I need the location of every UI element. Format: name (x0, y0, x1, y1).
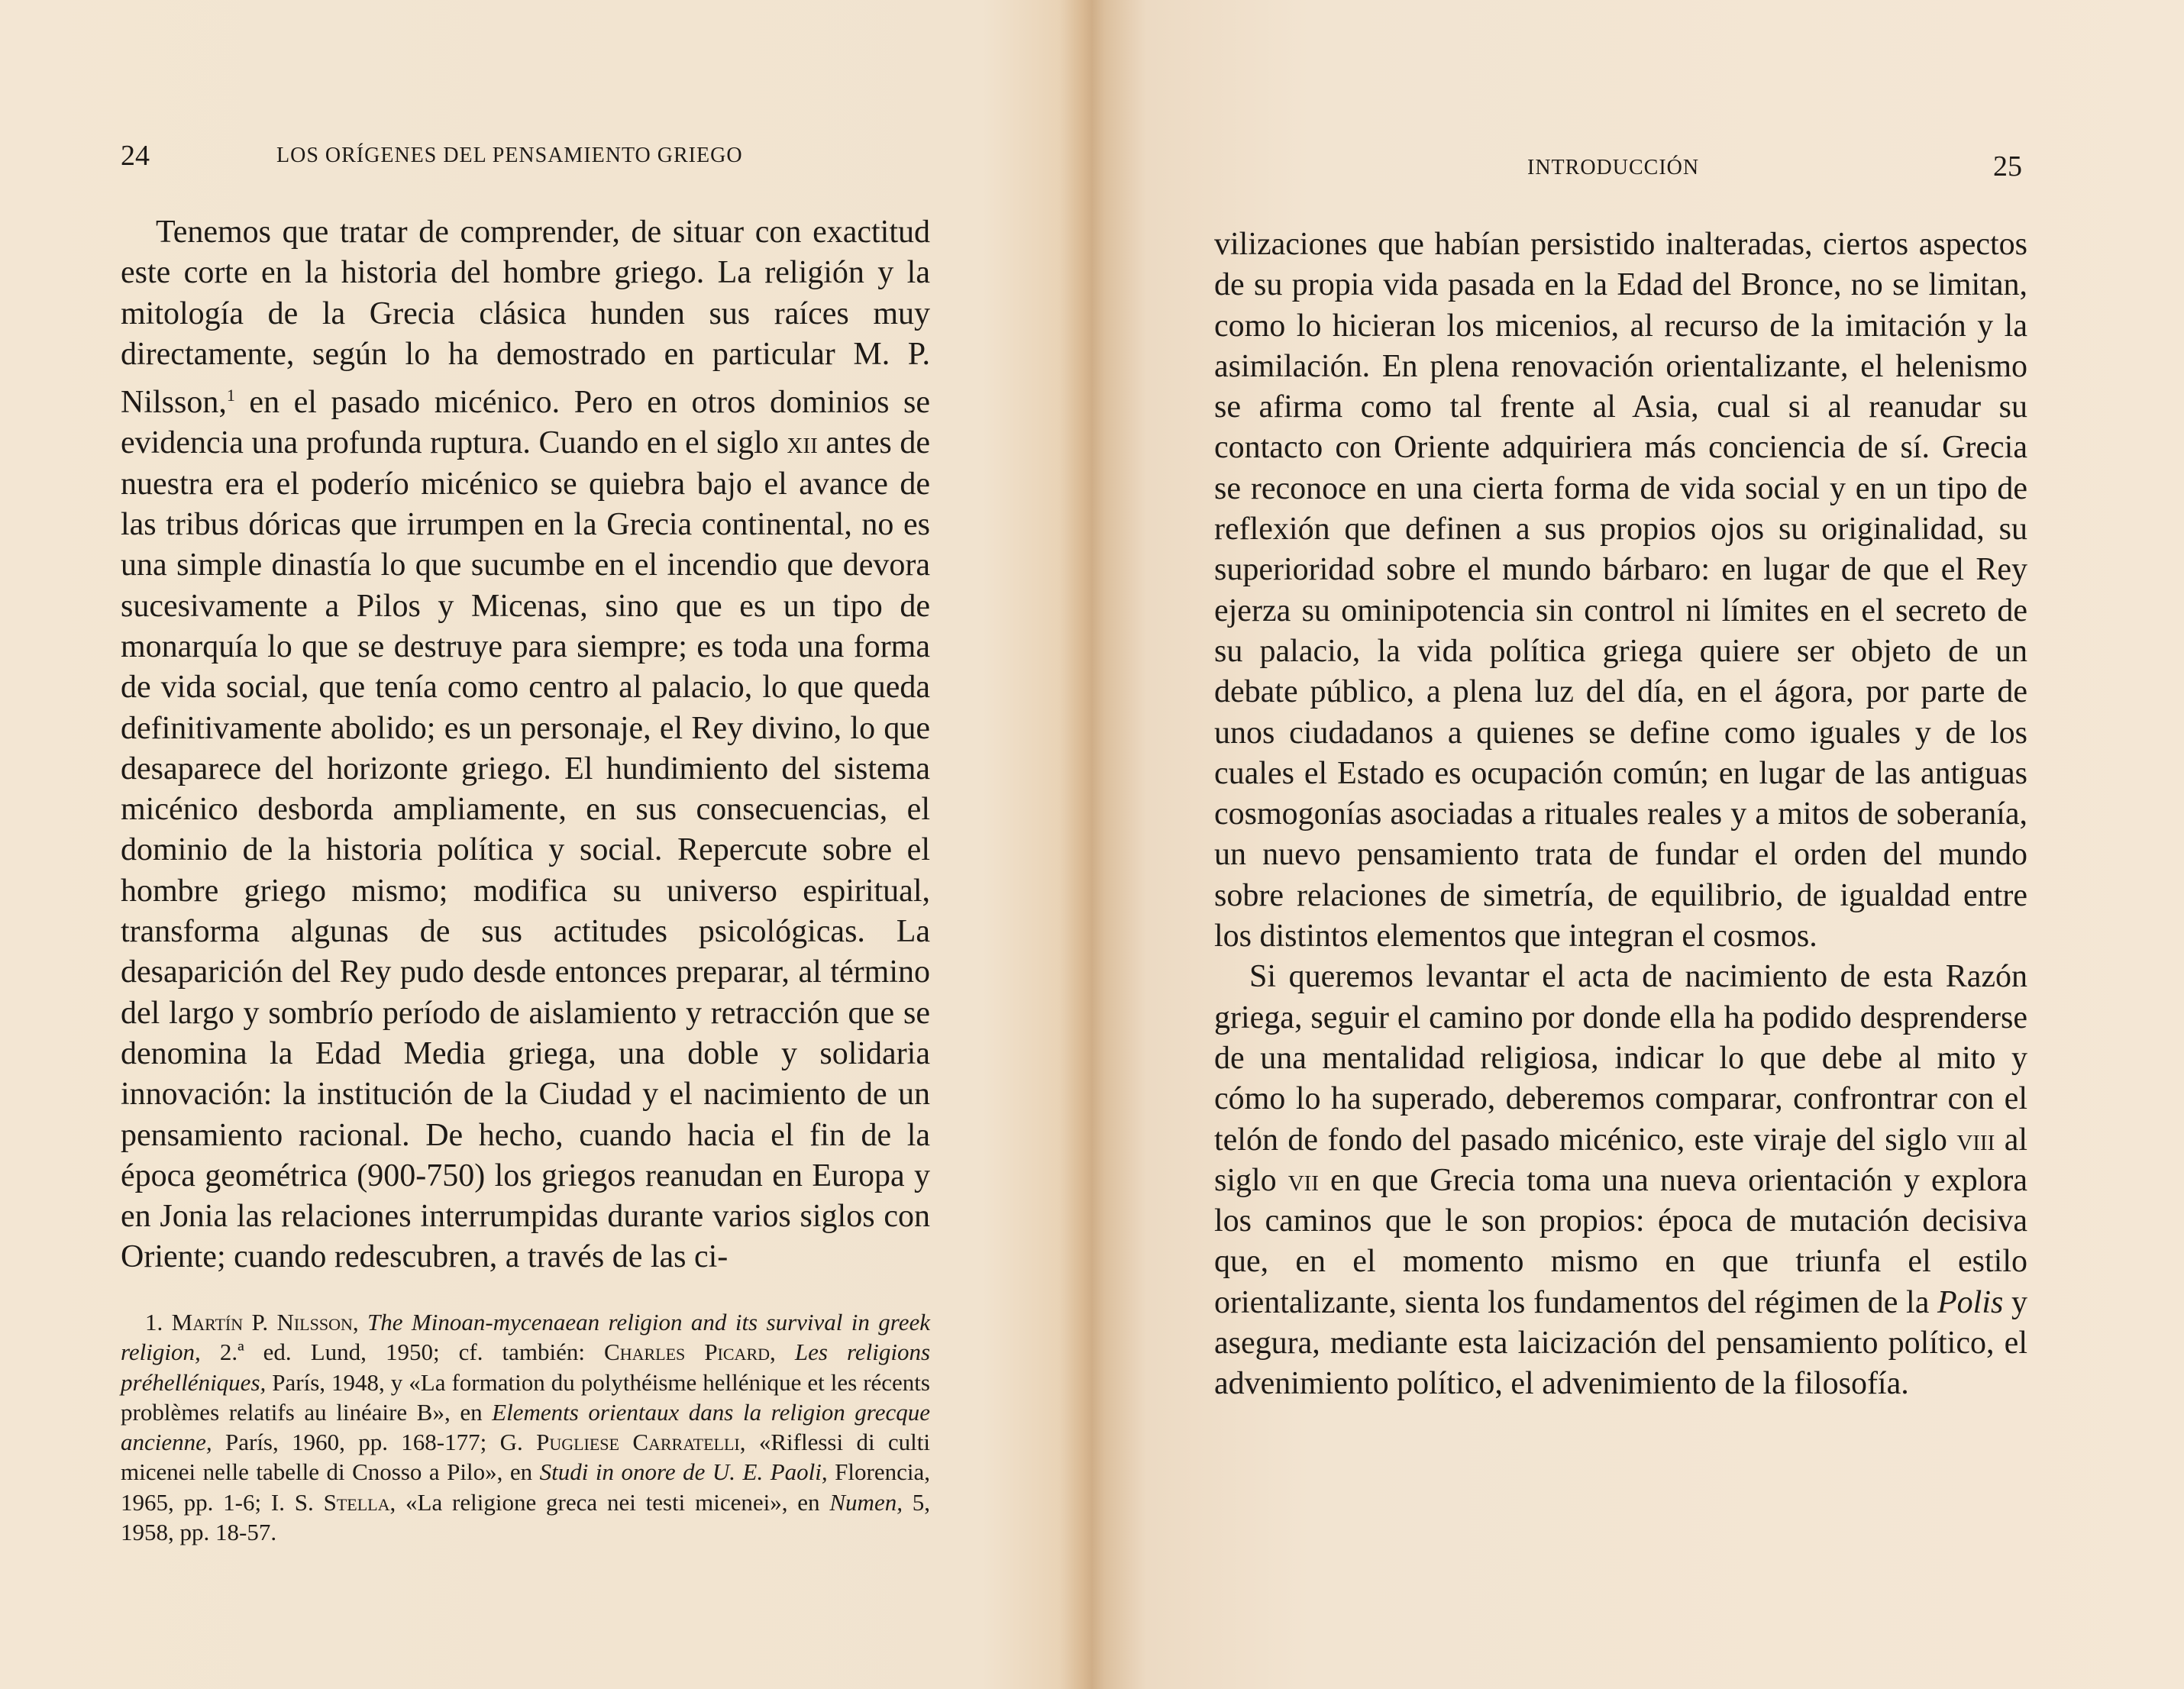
roman-numeral: viii (1956, 1122, 1995, 1158)
left-page (0, 0, 1084, 1689)
running-head: INTRODUCCIÓN (1527, 156, 1700, 179)
italic-term: Polis (1937, 1284, 2004, 1320)
body-text (121, 212, 930, 1278)
page-number: 25 (1993, 150, 2022, 182)
roman-numeral: xii (787, 425, 818, 461)
paragraph: vilizaciones que habían persistido inalteradas, ciertos aspectos de su propia vida pasada en la Edad del Bronce, no se limitan, como lo hicieran los micenios, al recurso de la imitación y la asimilación. En plena renovación orientalizante, el helenismo se afirma como tal frente al Asia, cual si al reanudar su contacto con Oriente adquiriera más conciencia de sí. Grecia se reconoce en una cierta forma de vida social y en un tipo de reflexión que definen a sus propios ojos su originalidad, su superioridad sobre el mundo bárbaro: en lugar de que el Rey ejerza su ominipotencia sin control ni límites en el secreto de su palacio, la vida política griega quiere ser objeto de un debate público, a plena luz del día, en el ágora, por parte de unos ciudadanos a quienes se define como iguales y de los cuales el Estado es ocupación común; en lugar de las antiguas cosmogonías asociadas a rituales reales y a mitos de soberanía, un nuevo pensamiento trata de fundar el orden del mundo sobre relaciones de simetría, de equilibrio, de igualdad entre los distintos elementos que integran el cosmos. (1214, 227, 2027, 954)
right-page (1100, 0, 2184, 1689)
footnote-entry: 1. Martín P. Nilsson, The Minoan-mycenaean religion and its survival in greek religion, 2.ª ed. Lund, 1950; cf. también: Charles Picard, Les religions préhelléniques, París, 1948, y «La formation du polythéisme hellénique et les récents problèmes relatifs au linéaire B», en Elements orientaux dans la religion grecque ancienne, París, 1960, pp. 168-177; G. Pugliese Carratelli, «Riflessi di culti micenei nelle tabelle di Cnosso a Pilo», en Studi in onore de U. E. Paoli, Florencia, 1965, pp. 1-6; I. S. Stella, «La religione greca nei testi micenei», en Numen, 5, 1958, pp. 18-57. (121, 1309, 931, 1546)
footnote-marker: 1 (226, 386, 235, 405)
body-text (1214, 224, 2027, 1405)
paragraph: Si queremos levantar el acta de nacimiento de esta Razón griega, seguir el camino por donde ella ha podido desprenderse de una mentalidad religiosa, indicar lo que debe al mito y cómo lo ha superado, deberemos comparar, confrontrar con el telón de fondo del pasado micénico, este viraje del siglo viii al siglo vii en que Grecia toma una nueva orientación y explora los caminos que le son propios: época de mutación decisiva que, en el momento mismo en que triunfa el estilo orientalizante, sienta los fundamentos del régimen de la Polis y asegura, mediante esta laicización del pensamiento político, el advenimiento político, el advenimiento de la filosofía. (1214, 959, 2028, 1402)
paragraph: Tenemos que tratar de comprender, de situar con exactitud este corte en la historia del hombre griego. La religión y la mitología de la Grecia clásica hunden sus raíces muy directamente, según lo ha demostrado en particular M. P. Nilsson,$^1$ en el pasado micénico. Pero en otros dominios se evidencia una profunda ruptura. Cuando en el siglo xii antes de nuestra era el poderío micénico se quiebra bajo el avance de las tribus dóricas que irrumpen en la Grecia continental, no es una simple dinastía lo que sucumbe en el incendio que devora sucesivamente a Pilos y Micenas, sino que es un tipo de monarquía lo que se destruye para siempre; es toda una forma de vida social, que tenía como centro al palacio, lo que queda definitivamente abolido; es un personaje, el Rey divino, lo que desaparece del horizonte griego. El hundimiento del sistema micénico desborda ampliamente, en sus consecuencias, el dominio de la historia política y social. Repercute sobre el hombre griego mismo; modifica su universo espiritual, transforma algunas de sus actitudes psicológicas. La desaparición del Rey pudo desde entonces preparar, al término del largo y sombrío período de aislamiento y retracción que se denomina la Edad Media griega, una doble y solidaria innovación: la institución de la Ciudad y el nacimiento de un pensamiento racional. De hecho, cuando hacia el fin de la época geométrica (900-750) los griegos reanudan en Europa y en Jonia las relaciones interrumpidas durante varios siglos con Oriente; cuando redescubren, a través de las ci- (121, 215, 930, 1275)
roman-numeral: vii (1287, 1162, 1319, 1198)
page-number: 24 (121, 140, 150, 172)
footnote (121, 1307, 930, 1547)
running-head: LOS ORÍGENES DEL PENSAMIENTO GRIEGO (276, 144, 743, 167)
